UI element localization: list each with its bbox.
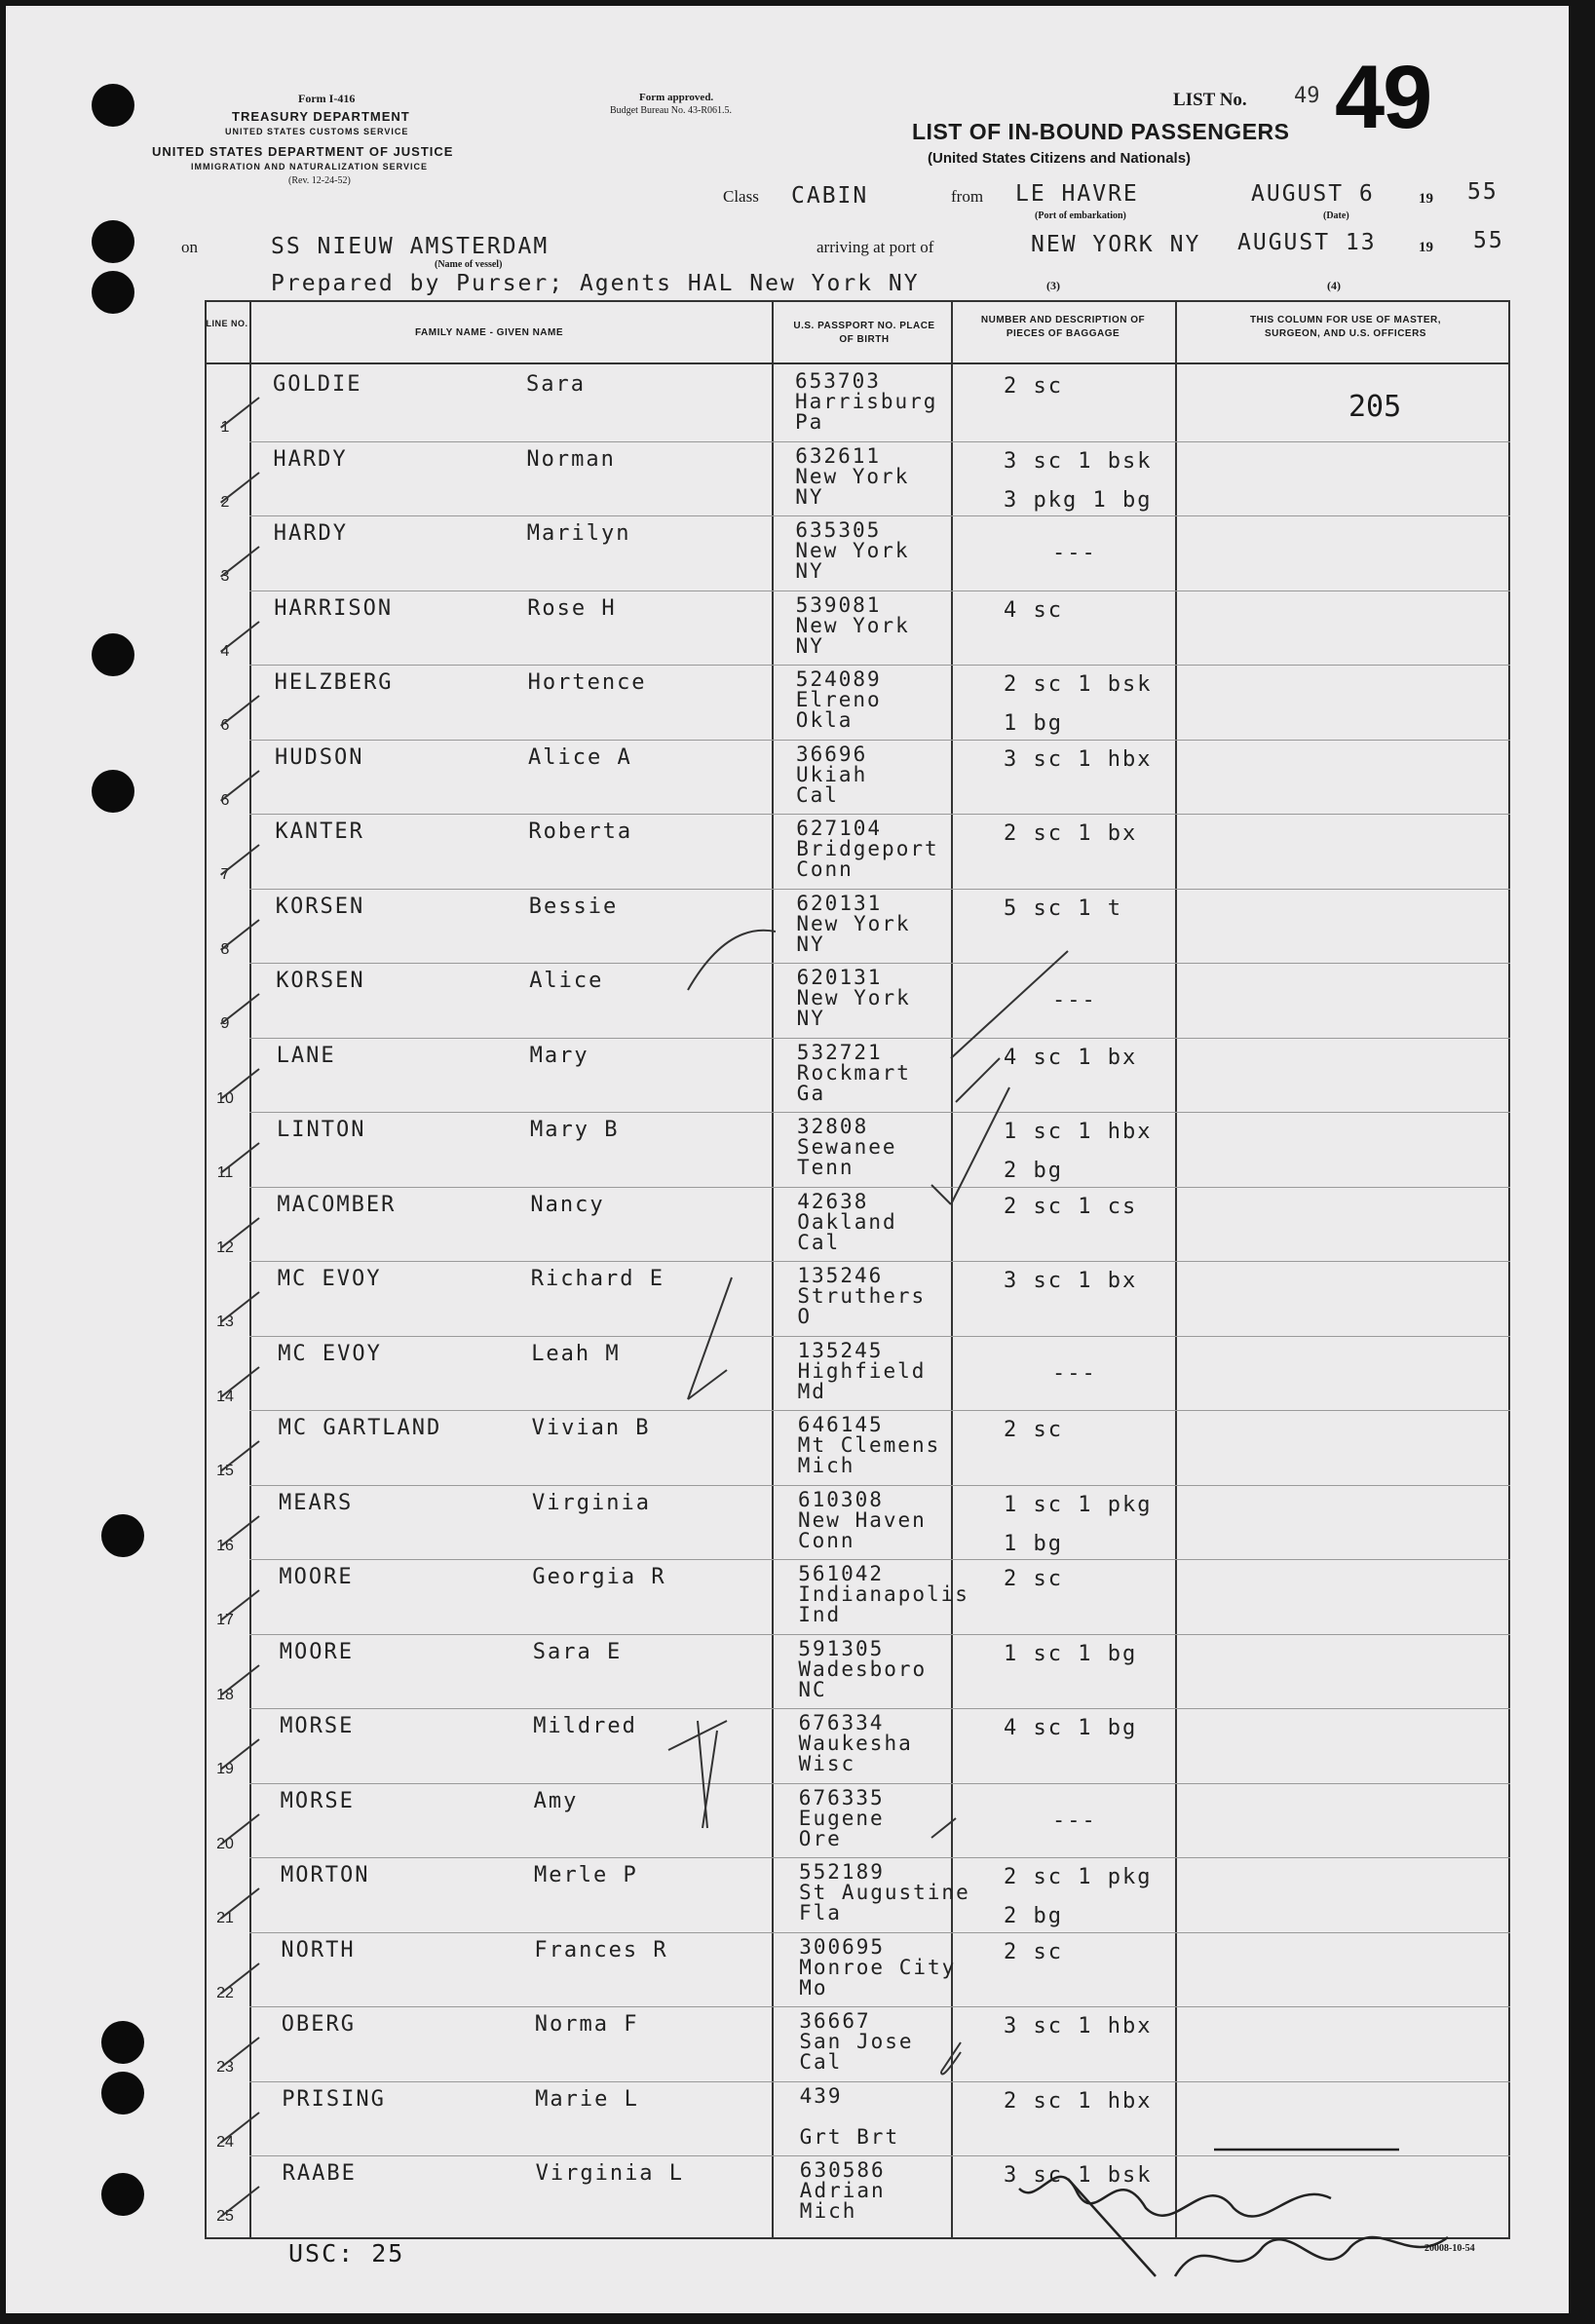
birthplace-state: NY: [796, 932, 825, 956]
birthplace-city: Monroe City: [799, 1955, 957, 1979]
list-no-stamp: 49: [1335, 48, 1431, 147]
birthplace-city: San Jose: [799, 2030, 914, 2053]
given-name: Mary B: [530, 1118, 620, 1142]
family-name: MC EVOY: [278, 1341, 382, 1366]
given-name: Sara E: [532, 1639, 623, 1664]
birthplace-state: Fla: [799, 1901, 842, 1924]
header-line-no: LINE NO.: [206, 319, 248, 328]
birthplace-state: Tenn: [797, 1156, 854, 1179]
passport-number: 135245: [797, 1338, 884, 1362]
usc-count: USC: 25: [288, 2239, 405, 2267]
line-number: 23: [216, 2059, 234, 2076]
birthplace-state: Okla: [795, 708, 854, 732]
birthplace-state: NY: [795, 484, 824, 509]
birthplace-city: Sewanee: [797, 1135, 897, 1159]
line-number: 12: [216, 1238, 234, 1256]
birthplace-state: NY: [795, 633, 824, 658]
birthplace-city: St Augustine: [799, 1881, 970, 1904]
passport-number: 32808: [797, 1115, 869, 1138]
birthplace-city: New York: [795, 464, 910, 488]
baggage-line-1: 2 sc: [1004, 1418, 1063, 1442]
birthplace-state: Cal: [797, 1230, 841, 1254]
baggage-line-1: ---: [1052, 1360, 1097, 1386]
passport-number: 42638: [797, 1189, 869, 1213]
birthplace-state: Mo: [799, 1975, 828, 2000]
passport-number: 620131: [796, 966, 883, 989]
embarkation-port: LE HAVRE: [1015, 181, 1139, 207]
passport-number: 676335: [798, 1785, 885, 1810]
family-name: MORTON: [281, 1863, 370, 1887]
birthplace-city: Waukesha: [798, 1732, 913, 1755]
page-subtitle: (United States Citizens and Nationals): [928, 150, 1192, 167]
birthplace-state: Mich: [797, 1454, 855, 1477]
arrival-year: 55: [1473, 228, 1504, 253]
birthplace-state: Md: [797, 1379, 826, 1403]
given-name: Alice A: [528, 744, 632, 770]
baggage-line-1: 4 sc: [1004, 597, 1063, 623]
baggage-line-2: 1 bg: [1004, 1531, 1063, 1556]
birthplace-state: Cal: [799, 2050, 843, 2074]
family-name: MORSE: [280, 1788, 355, 1813]
form-approved: Form approved.: [639, 92, 714, 103]
family-name: MACOMBER: [277, 1192, 397, 1217]
given-name: Amy: [533, 1788, 579, 1813]
birthplace-state: Grt Brt: [799, 2124, 900, 2149]
family-name: MC EVOY: [277, 1267, 382, 1291]
baggage-line-1: 3 sc 1 hbx: [1004, 746, 1153, 772]
header-baggage: NUMBER AND DESCRIPTION OF PIECES OF BAGGAGE: [980, 315, 1146, 339]
family-name: KORSEN: [276, 969, 365, 993]
family-name: GOLDIE: [273, 372, 362, 397]
birthplace-city: Adrian: [799, 2179, 886, 2202]
line-number: 25: [216, 2208, 234, 2225]
class-value: CABIN: [791, 183, 869, 209]
family-name: MEARS: [279, 1490, 354, 1515]
birthplace-city: Eugene: [798, 1806, 885, 1830]
birthplace-city: Wadesboro: [798, 1657, 928, 1681]
birthplace-state: O: [797, 1305, 813, 1328]
baggage-line-1: 1 sc 1 hbx: [1004, 1120, 1153, 1144]
line-number: 22: [216, 1984, 234, 2001]
departure-year: 55: [1467, 179, 1499, 205]
birthplace-city: New York: [795, 613, 910, 637]
passport-number: 539081: [795, 592, 882, 617]
given-name: Hortence: [527, 670, 647, 695]
passport-number: 620131: [796, 891, 883, 915]
passport-number: 646145: [797, 1413, 884, 1436]
birthplace-city: Highfield: [797, 1358, 927, 1383]
passport-number: 635305: [795, 518, 882, 542]
birthplace-city: Elreno: [795, 688, 882, 711]
birthplace-city: New York: [795, 539, 910, 562]
baggage-line-1: 4 sc 1 bg: [1004, 1716, 1138, 1740]
baggage-line-1: 3 sc 1 bsk: [1004, 2163, 1153, 2188]
line-number: 17: [216, 1612, 234, 1628]
line-number: 1: [220, 419, 230, 436]
birthplace-city: Rockmart: [796, 1060, 911, 1085]
baggage-line-1: 1 sc 1 pkg: [1004, 1492, 1153, 1517]
family-name: LANE: [276, 1043, 336, 1068]
line-number: 16: [216, 1537, 234, 1554]
given-name: Norma F: [534, 2012, 639, 2037]
family-name: MORSE: [280, 1714, 355, 1738]
line-number: 14: [216, 1388, 234, 1405]
customs-service: UNITED STATES CUSTOMS SERVICE: [225, 127, 409, 136]
baggage-line-1: 2 sc 1 bx: [1004, 821, 1138, 846]
family-name: OBERG: [281, 2012, 357, 2037]
year-prefix-2: 19: [1419, 240, 1433, 255]
birthplace-city: Oakland: [797, 1209, 897, 1234]
prepared-by: Prepared by Purser; Agents HAL New York NY: [271, 271, 920, 296]
passport-number: 561042: [798, 1562, 885, 1585]
page-title: LIST OF IN-BOUND PASSENGERS: [912, 119, 1290, 144]
birthplace-city: New Haven: [798, 1507, 927, 1532]
form-number: Form I-416: [298, 92, 356, 105]
list-no-label: LIST No.: [1173, 90, 1247, 110]
family-name: MOORE: [279, 1565, 354, 1589]
handwritten-marks: [6, 6, 1569, 2313]
family-name: PRISING: [282, 2086, 386, 2112]
column-4-marker: (4): [1327, 279, 1341, 292]
birthplace-state: NC: [798, 1677, 827, 1701]
birthplace-state: NY: [796, 1007, 825, 1030]
line-number: 6: [220, 717, 230, 734]
baggage-line-1: ---: [1052, 1808, 1097, 1833]
passport-number: 676334: [798, 1711, 885, 1734]
passport-number: 532721: [796, 1040, 883, 1064]
passport-number: 36696: [796, 742, 868, 766]
birthplace-state: Ga: [796, 1081, 826, 1105]
birthplace-city: New York: [796, 986, 911, 1010]
baggage-line-1: 2 sc: [1004, 374, 1063, 399]
family-name: HELZBERG: [274, 670, 394, 695]
birthplace-state: Pa: [795, 410, 824, 434]
header-passport: U.S. PASSPORT NO. PLACE OF BIRTH: [793, 321, 935, 345]
line-number: 9: [220, 1015, 230, 1032]
passport-number: 135246: [797, 1264, 884, 1287]
footer-code: 20008-10-54: [1424, 2243, 1475, 2254]
baggage-line-1: 5 sc 1 t: [1004, 895, 1122, 921]
line-number: 3: [220, 568, 230, 585]
form-revision: (Rev. 12-24-52): [288, 175, 351, 186]
family-name: HARRISON: [274, 595, 394, 621]
given-name: Marie L: [535, 2086, 639, 2112]
class-label: Class: [723, 187, 759, 206]
birthplace-city: Bridgeport: [796, 837, 939, 860]
line-number: 7: [220, 866, 230, 883]
birthplace-city: Struthers: [797, 1284, 927, 1308]
line-number: 18: [216, 1686, 234, 1703]
given-name: Rose H: [527, 595, 617, 621]
baggage-line-1: 2 sc 1 hbx: [1004, 2088, 1153, 2114]
passport-number: 610308: [798, 1487, 884, 1511]
baggage-line-1: 2 sc 1 bsk: [1004, 672, 1153, 697]
vessel-name: SS NIEUW AMSTERDAM: [271, 234, 550, 259]
birthplace-state: Conn: [798, 1528, 855, 1552]
passport-number: 630586: [799, 2158, 886, 2182]
birthplace-state: Ore: [798, 1826, 842, 1850]
vessel-caption: (Name of vessel): [435, 259, 503, 270]
baggage-line-1: 3 sc 1 bsk: [1004, 448, 1153, 474]
family-name: MC GARTLAND: [278, 1416, 442, 1440]
baggage-line-1: 2 sc: [1004, 1567, 1063, 1591]
arriving-label: arriving at port of: [816, 238, 934, 256]
given-name: Mildred: [533, 1714, 637, 1738]
family-name: LINTON: [277, 1118, 366, 1142]
line-number: 15: [216, 1463, 234, 1479]
department-of-justice: UNITED STATES DEPARTMENT OF JUSTICE: [152, 144, 454, 159]
officer-number: 205: [1348, 390, 1402, 424]
family-name: HARDY: [273, 446, 348, 472]
family-name: NORTH: [281, 1937, 356, 1962]
embarkation-caption: (Port of embarkation): [1035, 210, 1126, 221]
baggage-line-1: 2 sc 1 cs: [1004, 1194, 1138, 1219]
passport-number: 300695: [799, 1934, 886, 1959]
header-name: FAMILY NAME - GIVEN NAME: [415, 327, 564, 338]
given-name: Virginia L: [535, 2161, 685, 2186]
passport-number: 653703: [795, 369, 881, 393]
passport-number: 36667: [799, 2009, 871, 2033]
treasury-department: TREASURY DEPARTMENT: [232, 109, 410, 124]
passport-number: 552189: [799, 1860, 885, 1884]
passport-number: 439: [799, 2083, 843, 2108]
line-number: 19: [216, 1761, 234, 1777]
family-name: KORSEN: [275, 894, 365, 919]
line-number: 6: [220, 791, 230, 809]
family-name: HARDY: [273, 521, 349, 546]
birthplace-state: NY: [795, 559, 824, 583]
given-name: Mary: [529, 1043, 589, 1068]
baggage-line-1: 3 sc 1 hbx: [1004, 2014, 1153, 2038]
arrival-date: AUGUST 13: [1237, 230, 1377, 255]
list-no-value: 49: [1294, 84, 1320, 108]
baggage-line-2: 2 bg: [1004, 1159, 1063, 1183]
family-name: HUDSON: [275, 744, 364, 770]
birthplace-city: New York: [796, 911, 911, 935]
given-name: Sara: [526, 372, 586, 397]
birthplace-state: Ind: [798, 1603, 842, 1626]
line-number: 2: [220, 493, 230, 511]
header-officers: THIS COLUMN FOR USE OF MASTER, SURGEON, AND U.S. OFFICERS: [1249, 315, 1442, 339]
year-prefix-1: 19: [1419, 191, 1433, 207]
passport-number: 627104: [796, 817, 883, 840]
line-number: 11: [216, 1164, 234, 1181]
column-3-marker: (3): [1046, 279, 1060, 292]
line-number: 4: [220, 642, 230, 660]
given-name: Virginia: [532, 1490, 651, 1515]
given-name: Nancy: [530, 1192, 605, 1217]
given-name: Marilyn: [526, 521, 631, 546]
birthplace-state: Conn: [796, 857, 854, 881]
immigration-service: IMMIGRATION AND NATURALIZATION SERVICE: [191, 162, 428, 171]
given-name: Merle P: [534, 1863, 638, 1887]
birthplace-state: Mich: [799, 2199, 857, 2223]
baggage-line-1: ---: [1052, 988, 1097, 1012]
line-number: 24: [216, 2133, 234, 2151]
given-name: Frances R: [534, 1937, 668, 1962]
date-caption: (Date): [1323, 210, 1349, 221]
family-name: RAABE: [282, 2161, 357, 2186]
given-name: Leah M: [531, 1341, 621, 1366]
baggage-line-1: ---: [1052, 541, 1097, 565]
given-name: Vivian B: [531, 1416, 651, 1440]
passport-number: 524089: [795, 667, 882, 691]
given-name: Norman: [526, 446, 616, 472]
line-number: 21: [216, 1910, 234, 1926]
baggage-line-1: 3 sc 1 bx: [1004, 1269, 1138, 1293]
line-number: 10: [216, 1089, 234, 1107]
given-name: Bessie: [528, 894, 619, 919]
baggage-line-1: 2 sc 1 pkg: [1004, 1865, 1153, 1889]
given-name: Alice: [529, 969, 604, 993]
line-number: 13: [216, 1314, 234, 1330]
family-name: MOORE: [279, 1639, 355, 1664]
birthplace-state: Wisc: [798, 1752, 856, 1775]
arrival-port: NEW YORK NY: [1031, 232, 1201, 257]
given-name: Richard E: [530, 1267, 665, 1291]
baggage-line-2: 2 bg: [1004, 1904, 1063, 1928]
budget-bureau: Budget Bureau No. 43-R061.5.: [610, 105, 732, 116]
baggage-line-2: 1 bg: [1004, 711, 1063, 736]
given-name: Roberta: [528, 819, 633, 844]
line-number: 20: [216, 1835, 234, 1852]
passport-number: 591305: [798, 1636, 885, 1660]
line-number: 8: [220, 940, 230, 958]
baggage-line-1: 2 sc: [1004, 1939, 1063, 1964]
birthplace-city: Ukiah: [796, 762, 868, 786]
baggage-line-1: 1 sc 1 bg: [1004, 1641, 1138, 1666]
baggage-line-1: 4 sc 1 bx: [1004, 1045, 1138, 1070]
birthplace-state: Cal: [796, 782, 839, 807]
birthplace-city: Indianapolis: [798, 1582, 969, 1606]
birthplace-city: Mt Clemens: [797, 1433, 941, 1457]
passport-number: 632611: [795, 443, 882, 468]
from-label: from: [951, 187, 984, 206]
birthplace-city: Harrisburg: [795, 390, 938, 413]
given-name: Georgia R: [532, 1565, 666, 1589]
departure-date: AUGUST 6: [1251, 181, 1375, 207]
baggage-line-2: 3 pkg 1 bg: [1004, 487, 1153, 513]
on-label: on: [181, 238, 198, 256]
manifest-page: [6, 6, 1569, 2313]
family-name: KANTER: [275, 819, 364, 844]
